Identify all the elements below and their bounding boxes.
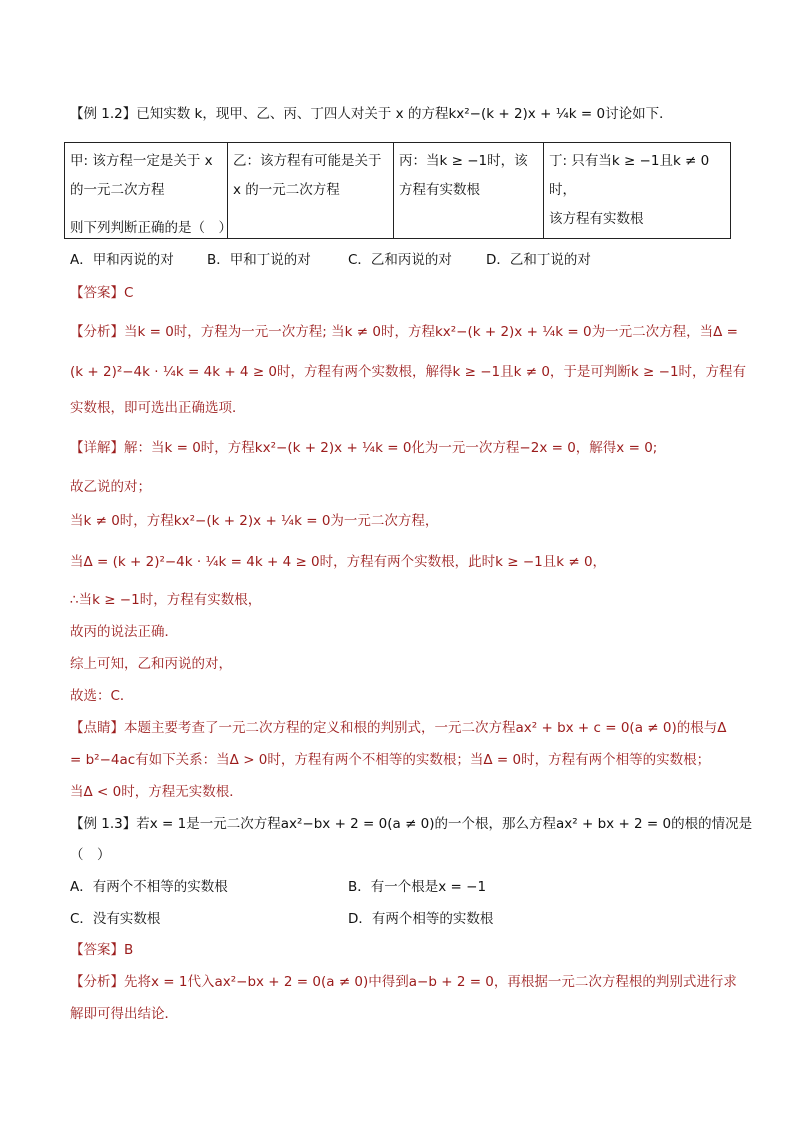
q12-detail-line-6: 故丙的说法正确． (70, 624, 178, 640)
q12-detail-line-2: 故乙说的对； (70, 479, 151, 495)
q12-stem: 【例 1.2】已知实数 k，现甲、乙、丙、丁四人对关于 x 的方程kx²−(k + 2)x + ¼k = 0讨论如下． (70, 106, 673, 122)
q12-detail-line-7: 综上可知，乙和丙说的对， (70, 656, 232, 672)
q13-analysis-line-2: 解即可得出结论． (70, 1006, 178, 1022)
q12-detail-line-1: 【详解】解：当k = 0时，方程kx²−(k + 2)x + ¼k = 0化为一元一次方程−2x = 0，解得x = 0; (70, 440, 658, 456)
q12-detail-line-4: 当Δ = (k + 2)²−4k · ¼k = 4k + 4 ≥ 0时，方程有两个实数根，此时k ≥ −1且k ≠ 0， (70, 554, 607, 570)
q12-analysis-line-2: (k + 2)²−4k · ¼k = 4k + 4 ≥ 0时，方程有两个实数根，解得k ≥ −1且k ≠ 0，于是可判断k ≥ −1时，方程有 (70, 364, 747, 380)
q12-comment-line-2: = b²−4ac有如下关系：当Δ > 0时，方程有两个不相等的实数根；当Δ = 0时，方程有两个相等的实数根； (70, 752, 711, 768)
q13-option-b: B．有一个根是x = −1 (348, 879, 487, 895)
q12-option-b: B．甲和丁说的对 (207, 252, 311, 268)
q12-comment-line-3: 当Δ < 0时，方程无实数根． (70, 784, 243, 800)
q13-option-d: D．有两个相等的实数根 (348, 911, 494, 927)
q12-detail-line-3: 当k ≠ 0时，方程kx²−(k + 2)x + ¼k = 0为一元二次方程， (70, 513, 439, 529)
q12-option-d: D．乙和丁说的对 (486, 252, 591, 268)
q13-option-c: C．没有实数根 (70, 911, 161, 927)
statement-yi: 乙：该方程有可能是关于 x 的一元二次方程 (228, 143, 394, 239)
statement-bing: 丙：当k ≥ −1时，该 方程有实数根 (394, 143, 544, 239)
q12-question: 则下列判断正确的是（ ） (70, 220, 232, 236)
q12-analysis-line-3: 实数根，即可选出正确选项． (70, 400, 246, 416)
statement-jia: 甲: 该方程一定是关于 x 的一元二次方程 (65, 143, 228, 239)
q12-option-a: A．甲和丙说的对 (70, 252, 174, 268)
statement-ding: 丁: 只有当k ≥ −1且k ≠ 0时， 该方程有实数根 (544, 143, 731, 239)
q12-comment-line-1: 【点睛】本题主要考查了一元二次方程的定义和根的判别式，一元二次方程ax² + bx + c = 0(a ≠ 0)的根与Δ (70, 720, 727, 736)
q13-paren: （ ） (70, 847, 111, 863)
q13-answer: 【答案】B (70, 942, 134, 958)
q12-option-c: C．乙和丙说的对 (348, 252, 452, 268)
q12-answer: 【答案】C (70, 285, 134, 301)
q12-detail-line-5: ∴当k ≥ −1时，方程有实数根， (70, 592, 262, 608)
q13-option-a: A．有两个不相等的实数根 (70, 879, 228, 895)
q12-detail-line-8: 故选：C． (70, 688, 134, 704)
q12-analysis-line-1: 【分析】当k = 0时，方程为一元一次方程; 当k ≠ 0时，方程kx²−(k + 2)x + ¼k = 0为一元二次方程，当Δ = (70, 324, 738, 340)
q13-analysis-line-1: 【分析】先将x = 1代入ax²−bx + 2 = 0(a ≠ 0)中得到a−b + 2 = 0，再根据一元二次方程根的判别式进行求 (70, 974, 737, 990)
q13-stem: 【例 1.3】若x = 1是一元二次方程ax²−bx + 2 = 0(a ≠ 0)的一个根，那么方程ax² + bx + 2 = 0的根的情况是 (70, 816, 753, 832)
